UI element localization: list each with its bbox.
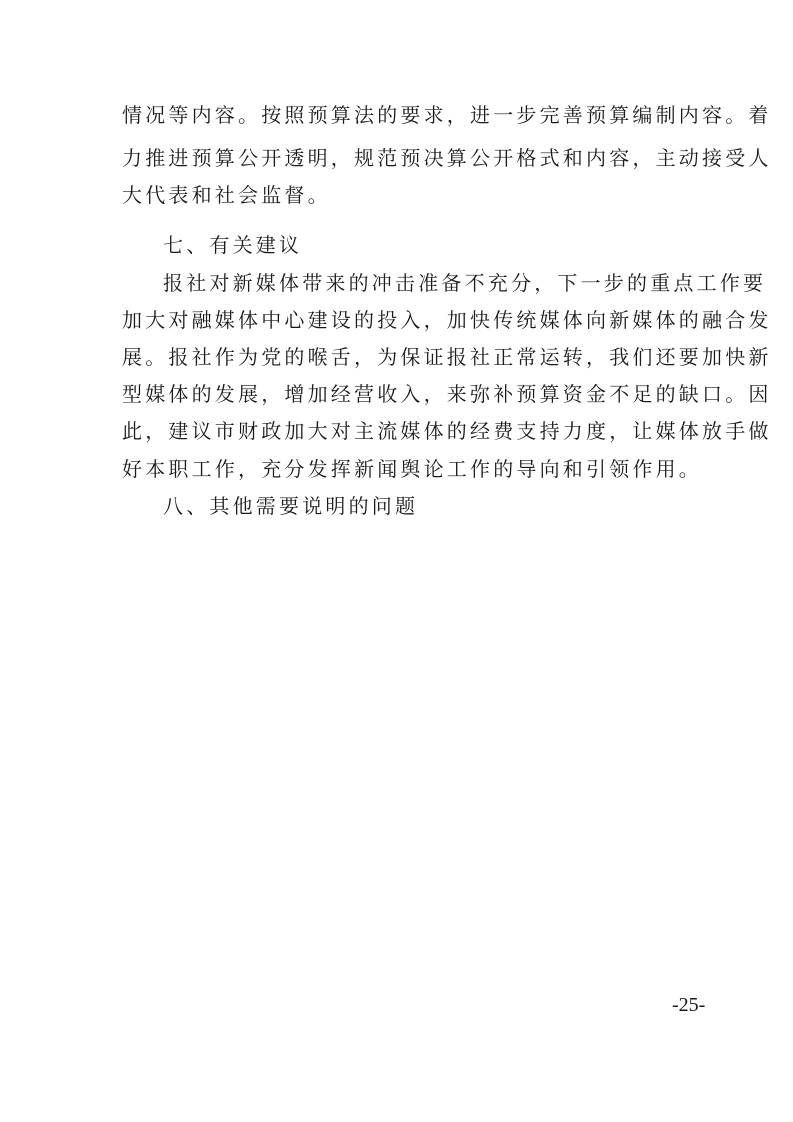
paragraph-line: 好本职工作，充分发挥新闻舆论工作的导向和引领作用。	[122, 457, 702, 481]
paragraph-line: 此，建议市财政加大对主流媒体的经费支持力度，让媒体放手做	[122, 419, 772, 443]
paragraph-line: 情况等内容。按照预算法的要求，进一步完善预算编制内容。着	[122, 103, 772, 127]
paragraph-line: 加大对融媒体中心建设的投入，加快传统媒体向新媒体的融合发	[122, 308, 772, 332]
paragraph-line: 力推进预算公开透明，规范预决算公开格式和内容，主动接受人	[122, 146, 772, 170]
paragraph-line: 型媒体的发展，增加经营收入，来弥补预算资金不足的缺口。因	[122, 382, 772, 406]
paragraph-line: 报社对新媒体带来的冲击准备不充分，下一步的重点工作要	[163, 271, 767, 295]
section-heading: 八、其他需要说明的问题	[163, 494, 419, 518]
paragraph-line: 展。报社作为党的喉舌，为保证报社正常运转，我们还要加快新	[122, 345, 772, 369]
page-number: -25-	[672, 994, 706, 1016]
section-heading: 七、有关建议	[163, 233, 303, 257]
paragraph-line: 大代表和社会监督。	[122, 183, 331, 207]
